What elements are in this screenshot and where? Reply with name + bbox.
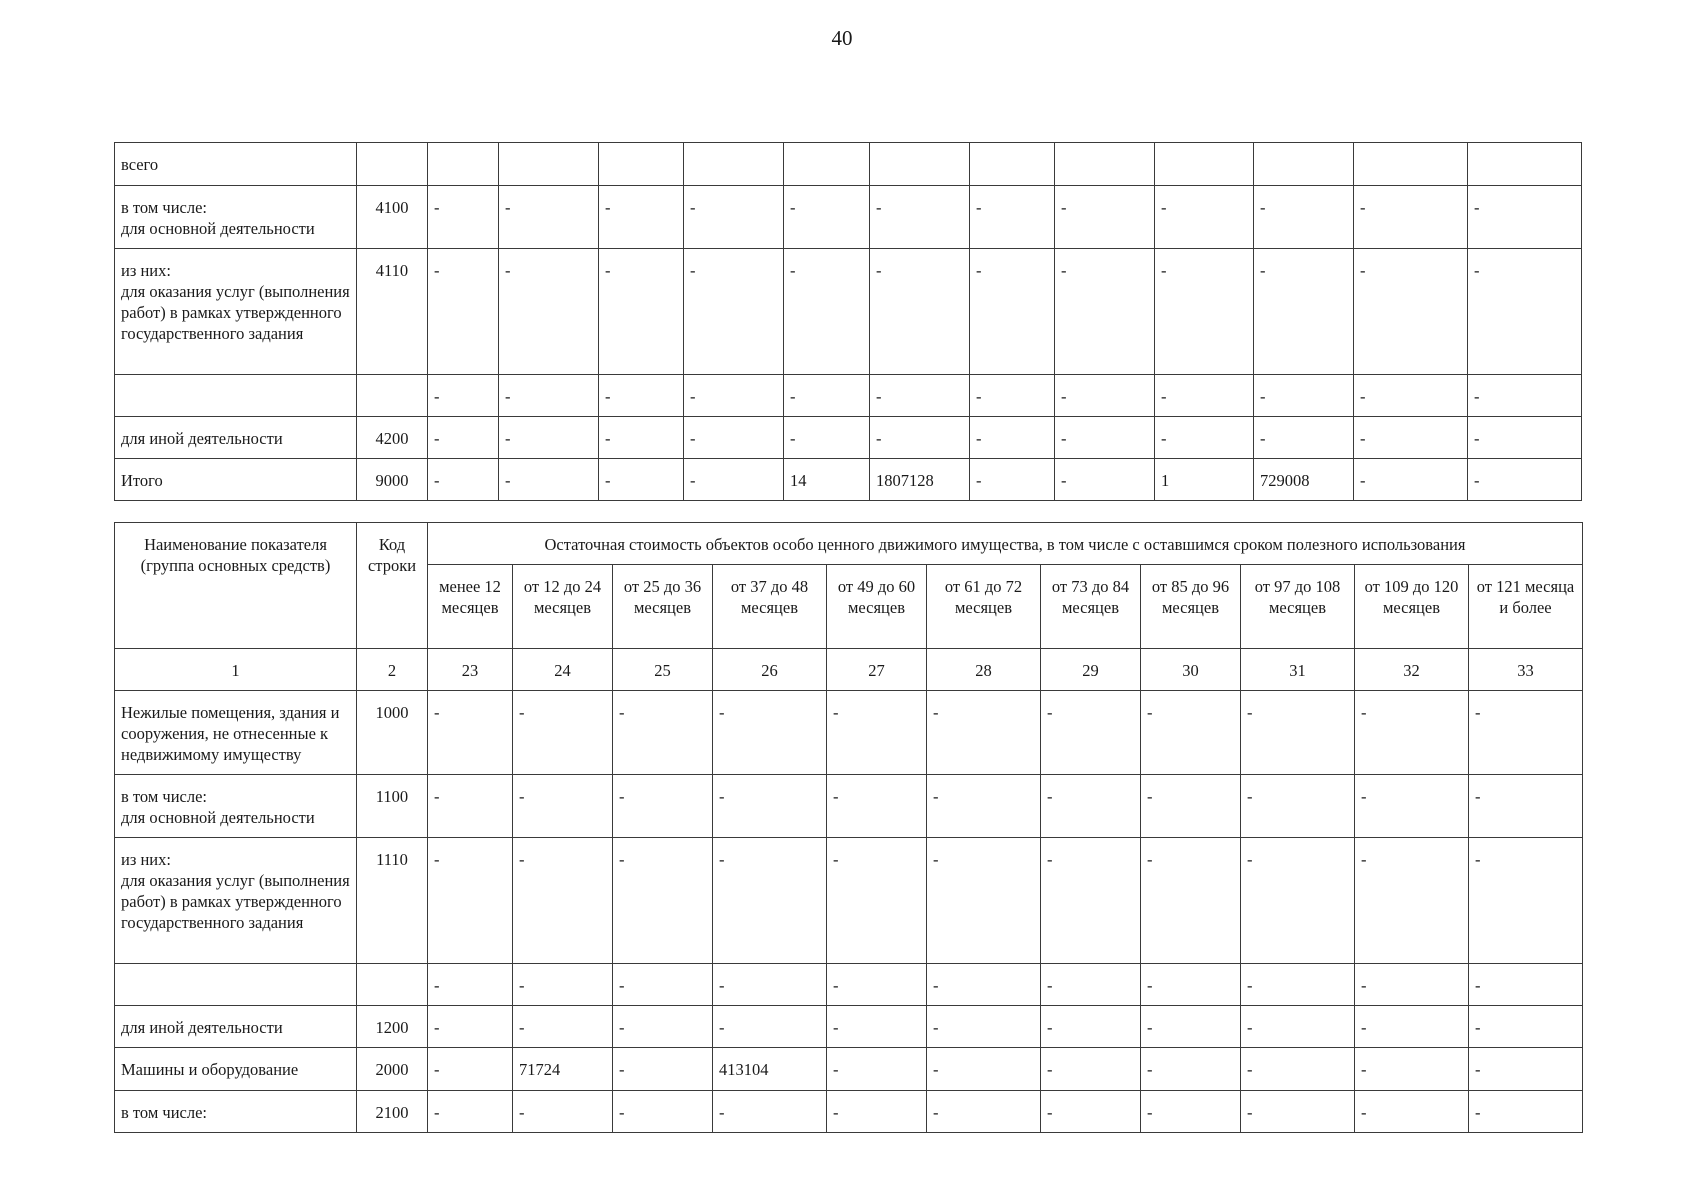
row-code-cell: 1100 [357, 775, 428, 838]
column-number-cell: 31 [1241, 649, 1355, 691]
row-name-cell: в том числе: для основной деятельности [115, 775, 357, 838]
period-header-cell: от 73 до 84 месяцев [1041, 565, 1141, 649]
value-cell: - [1468, 375, 1582, 417]
table-row [115, 691, 1583, 775]
value-cell: - [613, 775, 713, 838]
value-cell [784, 143, 870, 186]
value-cell: - [1354, 249, 1468, 375]
table-row [115, 375, 1582, 417]
value-cell [870, 143, 970, 186]
value-cell: - [428, 459, 499, 501]
period-header-cell: от 61 до 72 месяцев [927, 565, 1041, 649]
value-cell: - [613, 1006, 713, 1048]
value-cell: - [970, 249, 1055, 375]
value-cell: - [613, 1091, 713, 1133]
value-cell: - [613, 1048, 713, 1091]
value-cell: - [927, 775, 1041, 838]
row-code-cell: 4200 [357, 417, 428, 459]
value-cell [970, 143, 1055, 186]
value-cell: - [1241, 838, 1355, 964]
value-cell [1354, 143, 1468, 186]
top-table [114, 142, 1582, 501]
value-cell: - [428, 691, 513, 775]
row-code-cell [357, 143, 428, 186]
row-name-cell: в том числе: для основной деятельности [115, 186, 357, 249]
value-cell: - [1155, 186, 1254, 249]
value-cell: - [1055, 459, 1155, 501]
column-number-cell: 26 [713, 649, 827, 691]
value-cell: - [1041, 1048, 1141, 1091]
value-cell: - [713, 1091, 827, 1133]
table-row [115, 1048, 1583, 1091]
value-cell: - [870, 375, 970, 417]
value-cell [1254, 143, 1354, 186]
value-cell: - [927, 1091, 1041, 1133]
value-cell: 413104 [713, 1048, 827, 1091]
table-row [115, 417, 1582, 459]
row-code-cell: 1110 [357, 838, 428, 964]
column-number-cell: 27 [827, 649, 927, 691]
value-cell: - [1355, 1091, 1469, 1133]
value-cell: - [513, 775, 613, 838]
table-row [115, 1091, 1583, 1133]
period-header-cell: от 49 до 60 месяцев [827, 565, 927, 649]
value-cell: - [1355, 1006, 1469, 1048]
value-cell: - [713, 964, 827, 1006]
value-cell: - [970, 417, 1055, 459]
value-cell: - [1355, 691, 1469, 775]
table-row [115, 249, 1582, 375]
value-cell: - [1469, 838, 1583, 964]
value-cell: - [428, 964, 513, 1006]
row-code-cell: 2100 [357, 1091, 428, 1133]
column-number-cell: 28 [927, 649, 1041, 691]
value-cell: - [1354, 459, 1468, 501]
value-cell: - [870, 417, 970, 459]
column-number-cell: 23 [428, 649, 513, 691]
value-cell: - [428, 1048, 513, 1091]
value-cell: - [684, 375, 784, 417]
value-cell: - [1041, 1006, 1141, 1048]
value-cell: - [1155, 417, 1254, 459]
value-cell: - [599, 249, 684, 375]
value-cell: - [1354, 417, 1468, 459]
row-name-cell: для иной деятельности [115, 417, 357, 459]
period-header-cell: от 109 до 120 месяцев [1355, 565, 1469, 649]
value-cell: - [1254, 375, 1354, 417]
value-cell: - [1469, 691, 1583, 775]
column-number-cell: 33 [1469, 649, 1583, 691]
value-cell: - [1468, 186, 1582, 249]
value-cell: - [870, 186, 970, 249]
value-cell: - [1141, 1006, 1241, 1048]
column-number-cell: 24 [513, 649, 613, 691]
value-cell: - [970, 375, 1055, 417]
value-cell [1055, 143, 1155, 186]
value-cell: - [1141, 838, 1241, 964]
value-cell: - [428, 1091, 513, 1133]
row-code-cell [357, 964, 428, 1006]
value-cell: - [1155, 249, 1254, 375]
value-cell: - [970, 459, 1055, 501]
value-cell: - [1241, 691, 1355, 775]
value-cell: - [927, 838, 1041, 964]
value-cell: - [927, 964, 1041, 1006]
value-cell: - [827, 1048, 927, 1091]
value-cell: 1807128 [870, 459, 970, 501]
column-number-cell: 2 [357, 649, 428, 691]
value-cell: - [784, 249, 870, 375]
row-name-cell: Итого [115, 459, 357, 501]
bottom-table [114, 522, 1583, 1133]
value-cell: - [927, 1048, 1041, 1091]
value-cell: - [513, 964, 613, 1006]
value-cell: - [1241, 1048, 1355, 1091]
value-cell: - [1141, 775, 1241, 838]
value-cell: 729008 [1254, 459, 1354, 501]
value-cell: - [513, 1091, 613, 1133]
period-header-cell: менее 12 месяцев [428, 565, 513, 649]
table-row [115, 1006, 1583, 1048]
value-cell: - [1141, 1048, 1241, 1091]
value-cell: - [1141, 1091, 1241, 1133]
value-cell: - [1355, 838, 1469, 964]
value-cell: - [499, 249, 599, 375]
value-cell: - [1055, 417, 1155, 459]
period-header-cell: от 37 до 48 месяцев [713, 565, 827, 649]
value-cell: - [428, 186, 499, 249]
value-cell: - [1354, 186, 1468, 249]
row-code-cell: 9000 [357, 459, 428, 501]
value-cell: - [784, 417, 870, 459]
value-cell: - [1354, 375, 1468, 417]
table-row [115, 964, 1583, 1006]
value-cell: - [1055, 186, 1155, 249]
value-cell: - [1355, 964, 1469, 1006]
value-cell: - [827, 964, 927, 1006]
value-cell: - [428, 775, 513, 838]
value-cell: - [927, 691, 1041, 775]
value-cell: - [1468, 459, 1582, 501]
column-number-cell: 1 [115, 649, 357, 691]
column-number-cell: 32 [1355, 649, 1469, 691]
row-code-cell: 4100 [357, 186, 428, 249]
value-cell: - [499, 186, 599, 249]
value-cell: - [1041, 691, 1141, 775]
value-cell [684, 143, 784, 186]
value-cell [499, 143, 599, 186]
row-name-cell: для иной деятельности [115, 1006, 357, 1048]
value-cell: - [499, 417, 599, 459]
value-cell: - [827, 691, 927, 775]
value-cell: - [1468, 417, 1582, 459]
period-header-cell: от 85 до 96 месяцев [1141, 565, 1241, 649]
value-cell: - [513, 691, 613, 775]
row-name-cell: Нежилые помещения, здания и сооружения, не отнесенные к недвижимому имуществу [115, 691, 357, 775]
period-header-cell: от 25 до 36 месяцев [613, 565, 713, 649]
column-number-cell: 30 [1141, 649, 1241, 691]
value-cell: - [1141, 691, 1241, 775]
value-cell: - [499, 459, 599, 501]
value-cell: - [1041, 775, 1141, 838]
row-name-cell: из них: для оказания услуг (выполнения работ) в рамках утвержденного государственного задания [115, 838, 357, 964]
value-cell: - [1469, 1006, 1583, 1048]
value-cell: - [1355, 775, 1469, 838]
value-cell: - [1055, 249, 1155, 375]
value-cell [1468, 143, 1582, 186]
value-cell: - [827, 838, 927, 964]
value-cell: - [613, 838, 713, 964]
value-cell: - [713, 838, 827, 964]
period-header-cell: от 97 до 108 месяцев [1241, 565, 1355, 649]
value-cell: - [870, 249, 970, 375]
value-cell [1155, 143, 1254, 186]
value-cell: - [1469, 1048, 1583, 1091]
column-number-cell: 25 [613, 649, 713, 691]
row-name-cell: в том числе: [115, 1091, 357, 1133]
value-cell: - [684, 459, 784, 501]
value-cell: - [1041, 838, 1141, 964]
value-cell: - [1469, 1091, 1583, 1133]
value-cell: - [428, 249, 499, 375]
table-row [115, 838, 1583, 964]
table-row [115, 775, 1583, 838]
value-cell: - [684, 417, 784, 459]
value-cell: - [970, 186, 1055, 249]
value-cell: - [1041, 964, 1141, 1006]
value-cell: - [499, 375, 599, 417]
value-cell: - [1241, 1091, 1355, 1133]
value-cell [599, 143, 684, 186]
value-cell: - [1241, 775, 1355, 838]
value-cell: - [513, 1006, 613, 1048]
value-cell: - [599, 186, 684, 249]
column-number-cell: 29 [1041, 649, 1141, 691]
value-cell: - [599, 417, 684, 459]
row-code-cell: 2000 [357, 1048, 428, 1091]
value-cell: - [684, 249, 784, 375]
row-name-cell [115, 964, 357, 1006]
value-cell: - [1155, 375, 1254, 417]
value-cell: 14 [784, 459, 870, 501]
value-cell: - [684, 186, 784, 249]
value-cell: - [1469, 964, 1583, 1006]
value-cell: - [827, 1091, 927, 1133]
value-cell: - [1141, 964, 1241, 1006]
value-cell: - [713, 775, 827, 838]
header-row-column-numbers [115, 649, 1583, 691]
value-cell: - [1041, 1091, 1141, 1133]
row-name-cell: Машины и оборудование [115, 1048, 357, 1091]
value-cell: - [784, 375, 870, 417]
value-cell: - [713, 1006, 827, 1048]
value-cell [428, 143, 499, 186]
value-cell: - [428, 838, 513, 964]
value-cell: - [428, 417, 499, 459]
value-cell: 1 [1155, 459, 1254, 501]
page-number: 40 [831, 26, 853, 50]
row-name-cell: из них: для оказания услуг (выполнения работ) в рамках утвержденного государственного задания [115, 249, 357, 375]
value-cell: - [1355, 1048, 1469, 1091]
value-cell: - [1055, 375, 1155, 417]
period-header-cell: от 121 месяца и более [1469, 565, 1583, 649]
table-row [115, 186, 1582, 249]
value-cell: - [428, 375, 499, 417]
table-row [115, 143, 1582, 186]
header-row-group [115, 523, 1583, 565]
value-cell: - [1468, 249, 1582, 375]
value-cell: - [513, 838, 613, 964]
value-cell: - [1254, 249, 1354, 375]
table-row [115, 459, 1582, 501]
value-cell: - [1254, 186, 1354, 249]
value-cell: - [1469, 775, 1583, 838]
value-cell: - [613, 964, 713, 1006]
value-cell: - [784, 186, 870, 249]
value-cell: - [599, 375, 684, 417]
row-name-cell [115, 375, 357, 417]
value-cell: - [1254, 417, 1354, 459]
value-cell: - [613, 691, 713, 775]
value-cell: - [1241, 1006, 1355, 1048]
value-cell: 71724 [513, 1048, 613, 1091]
row-code-cell: 1200 [357, 1006, 428, 1048]
header-name-cell: Наименование показателя (группа основных средств) [115, 523, 357, 649]
row-name-cell: всего [115, 143, 357, 186]
header-group-cell: Остаточная стоимость объектов особо ценного движимого имущества, в том числе с оставшимся сроком полезного использования [428, 523, 1583, 565]
period-header-cell: от 12 до 24 месяцев [513, 565, 613, 649]
row-code-cell: 1000 [357, 691, 428, 775]
value-cell: - [927, 1006, 1041, 1048]
value-cell: - [599, 459, 684, 501]
value-cell: - [428, 1006, 513, 1048]
value-cell: - [1241, 964, 1355, 1006]
value-cell: - [713, 691, 827, 775]
value-cell: - [827, 1006, 927, 1048]
header-code-cell: Код строки [357, 523, 428, 649]
value-cell: - [827, 775, 927, 838]
row-code-cell [357, 375, 428, 417]
row-code-cell: 4110 [357, 249, 428, 375]
